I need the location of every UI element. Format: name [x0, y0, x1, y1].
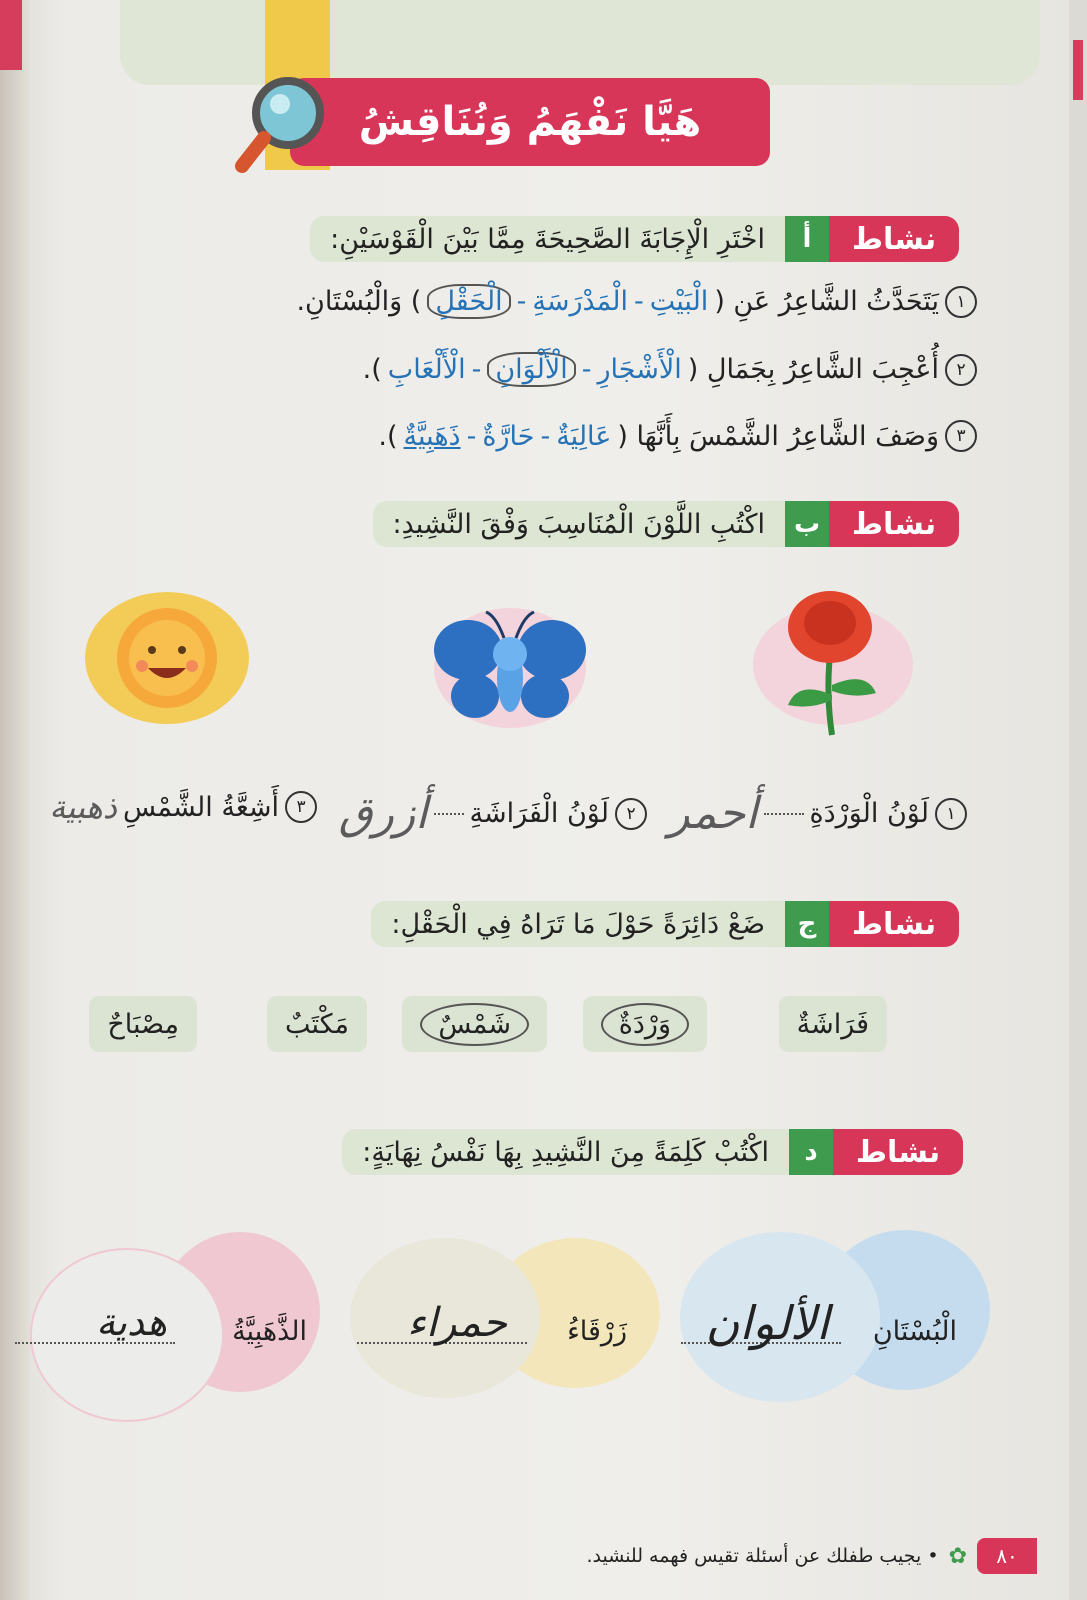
given-word: الذَّهَبِيَّةُ — [232, 1316, 307, 1347]
word-card-circled[interactable] — [402, 996, 547, 1052]
right-page-edge — [1069, 0, 1087, 1600]
option[interactable]: الْمَدْرَسَةِ — [532, 286, 629, 317]
activity-badge: نشاط — [833, 1129, 963, 1175]
magnifier-icon — [228, 68, 338, 178]
option[interactable]: الْأَلْعَابِ — [387, 354, 466, 385]
handwritten-answer[interactable]: ذهبية — [49, 788, 117, 826]
circled-word: وَرْدَةٌ — [601, 1003, 689, 1046]
page-title: هَيَّا نَفْهَمُ وَنُنَاقِشُ — [290, 78, 770, 166]
section-c-instruction: ضَعْ دَائِرَةً حَوْلَ مَا تَرَاهُ فِي الْحَقْلِ: — [371, 901, 785, 947]
footer-note: • يجيب طفلك عن أسئلة تقيس فهمه للنشيد. — [586, 1545, 939, 1567]
word: مِصْبَاحٌ — [107, 1008, 179, 1040]
question-text-end: ). — [362, 354, 382, 385]
selected-option[interactable]: الْحَقْلِ — [427, 284, 510, 319]
option-separator: - — [540, 420, 551, 452]
item-number: ٢ — [615, 798, 647, 830]
section-b-header — [373, 500, 959, 548]
question-a3 — [378, 420, 977, 452]
word-card-circled[interactable] — [583, 996, 707, 1052]
question-text-end: ) وَالْبُسْتَانِ. — [296, 286, 422, 317]
given-word: الْبُسْتَانِ — [872, 1316, 957, 1347]
handwritten-answer[interactable]: حمراء — [407, 1300, 507, 1346]
color-item-2 — [339, 788, 647, 839]
option-separator: - — [466, 420, 477, 452]
item-label: أَشِعَّةُ الشَّمْسِ — [122, 791, 279, 823]
activity-letter: ج — [785, 901, 829, 947]
word: فَرَاشَةٌ — [796, 1008, 869, 1040]
item-label: لَوْنُ الْوَرْدَةِ — [809, 798, 929, 829]
option[interactable]: حَارَّةٌ — [482, 420, 535, 452]
parent-tip-icon: ✿ — [948, 1543, 967, 1569]
right-edge-mark — [1073, 40, 1083, 100]
answer-line — [434, 813, 464, 815]
section-c-header — [371, 900, 959, 948]
question-a2 — [363, 352, 977, 387]
activity-badge: نشاط — [829, 901, 959, 947]
option[interactable]: الْبَيْتِ — [649, 286, 709, 317]
question-text: وَصَفَ الشَّاعِرُ الشَّمْسَ بِأَنَّهَا ( — [617, 420, 939, 452]
question-number: ٣ — [945, 420, 977, 452]
activity-badge: نشاط — [829, 501, 959, 547]
option[interactable]: الْأَشْجَارِ — [597, 354, 682, 385]
given-word: زَرْقَاءُ — [567, 1316, 627, 1347]
option-separator: - — [581, 354, 592, 385]
handwritten-answer[interactable]: الألوان — [705, 1296, 829, 1350]
section-a-header — [310, 215, 959, 263]
handwritten-answer[interactable]: أحمر — [668, 788, 758, 839]
question-a1 — [296, 284, 977, 319]
section-d-header — [342, 1128, 963, 1176]
previous-page-edge — [0, 0, 22, 70]
word-card[interactable] — [89, 996, 197, 1052]
section-d-instruction: اكْتُبْ كَلِمَةً مِنَ النَّشِيدِ بِهَا نَفْسُ نِهَايَةٍ: — [342, 1129, 789, 1175]
activity-letter: د — [789, 1129, 833, 1175]
section-b-instruction: اكْتُبِ اللَّوْنَ الْمُنَاسِبَ وَفْقَ النَّشِيدِ: — [373, 501, 785, 547]
page-number: ٨٠ — [977, 1538, 1037, 1574]
rose-image — [748, 585, 918, 745]
word-card[interactable] — [267, 996, 367, 1052]
section-a-instruction: اخْتَرِ الْإِجَابَةَ الصَّحِيحَةَ مِمَّا بَيْنَ الْقَوْسَيْنِ: — [310, 216, 785, 262]
item-label: لَوْنُ الْفَرَاشَةِ — [469, 798, 609, 829]
selected-option[interactable]: ذَهَبِيَّةٌ — [403, 420, 461, 452]
option-separator: - — [471, 354, 482, 385]
word-card[interactable] — [779, 996, 887, 1052]
item-number: ١ — [935, 798, 967, 830]
page-footer — [587, 1538, 1038, 1574]
question-text-end: ). — [378, 420, 398, 452]
option-separator: - — [634, 286, 644, 317]
option-separator: - — [516, 286, 527, 317]
activity-letter: ب — [785, 501, 829, 547]
word: مَكْتَبٌ — [284, 1008, 349, 1040]
activity-badge: نشاط — [829, 216, 959, 262]
color-item-1 — [668, 788, 967, 839]
sun-image — [82, 588, 252, 728]
question-number: ١ — [945, 286, 977, 318]
item-number: ٣ — [285, 791, 317, 823]
question-text: أُعْجِبَ الشَّاعِرُ بِجَمَالِ ( — [687, 354, 939, 385]
book-spine-edge — [0, 0, 30, 1600]
circled-word: شَمْسٌ — [420, 1003, 529, 1046]
answer-line — [764, 813, 804, 815]
activity-letter: أ — [785, 216, 829, 262]
question-text: يَتَحَدَّثُ الشَّاعِرُ عَنِ ( — [714, 286, 939, 317]
selected-option[interactable]: الْأَلْوَانِ — [487, 352, 575, 387]
handwritten-answer[interactable]: أزرق — [338, 788, 428, 839]
question-number: ٢ — [945, 354, 977, 386]
option[interactable]: عَالِيَةٌ — [556, 420, 612, 452]
butterfly-image — [430, 598, 590, 738]
handwritten-answer[interactable]: هدية — [96, 1300, 167, 1344]
color-item-3 — [49, 788, 317, 826]
